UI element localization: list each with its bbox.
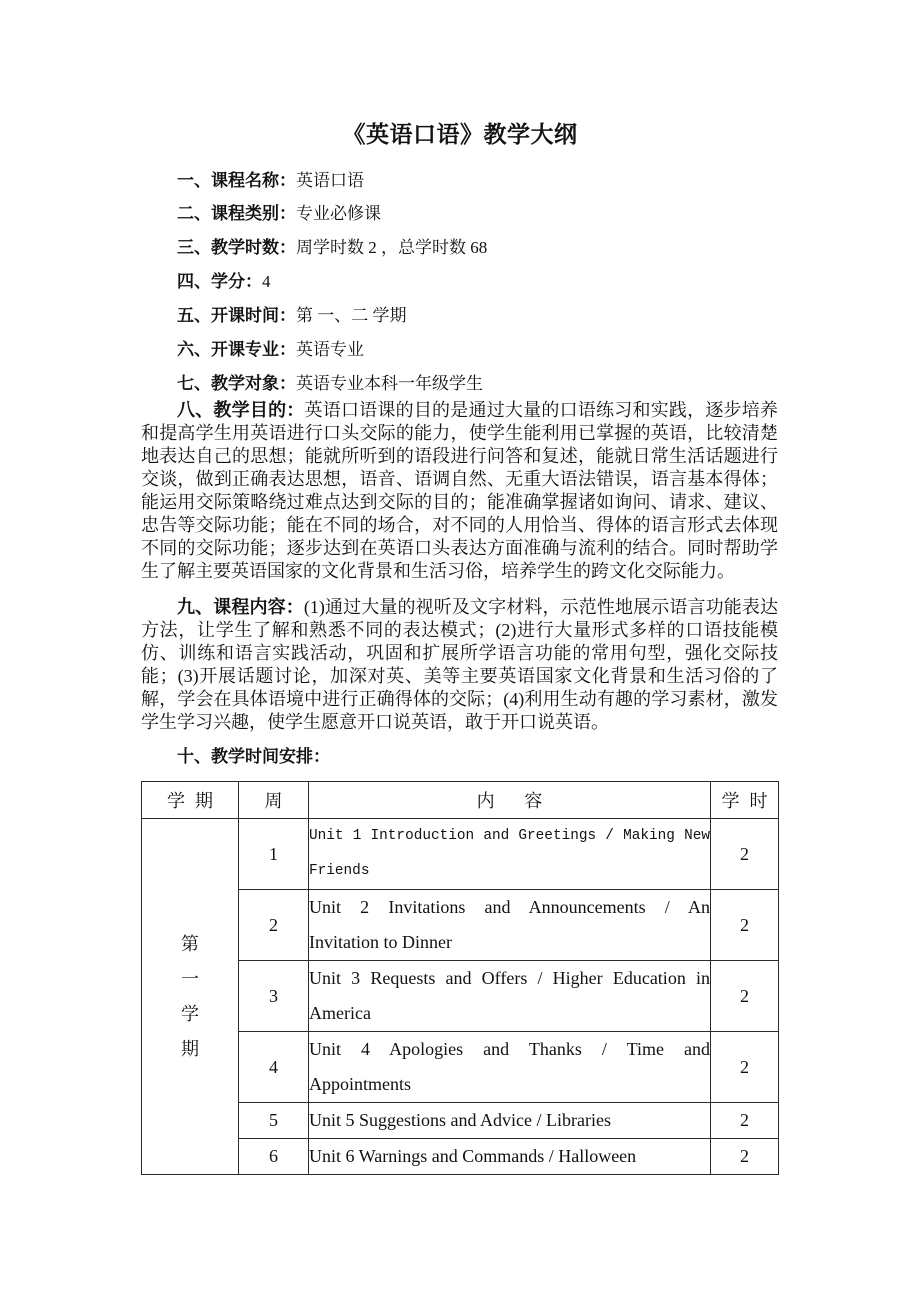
item-value: 第 一、二 学期	[296, 306, 407, 325]
content-line: Unit 2 Invitations and Announcements / An	[309, 897, 710, 917]
content-cell	[309, 890, 711, 961]
content-cell	[309, 1139, 711, 1175]
hours-cell: 2	[711, 961, 779, 1032]
schedule-label: 十、教学时间安排：	[177, 747, 330, 767]
week-cell: 1	[239, 819, 309, 890]
content-line: Appointments	[309, 1074, 411, 1094]
item-course-name	[177, 169, 364, 193]
item-label: 二、课程类别：	[177, 204, 296, 224]
objective-text: 英语口语课的目的是通过大量的口语练习和实践，逐步培养和提高学生用英语进行口头交际的能力，使学生能利用已掌握的英语，比较清楚地表达自己的思想；能就所听到的语段进行问答和复述，能就日常生活话题进行交谈，做到正确表达思想，语音、语调自然、无重大语法错误，语言基本得体；能运用交际策略绕过难点达到交际的目的；能准确掌握诸如询问、请求、建议、忠告等交际功能；能在不同的场合，对不同的人用恰当、得体的语言形式去体现不同的交际功能；逐步达到在英语口头表达方面准确与流利的结合。同时帮助学生了解主要英语国家的文化背景和生活习俗，培养学生的跨文化交际能力。	[141, 400, 778, 581]
content-line: Unit 3 Requests and Offers / Higher Education in	[309, 968, 710, 988]
item-label: 六、开课专业：	[177, 340, 296, 360]
hours-cell: 2	[711, 890, 779, 961]
week-cell: 3	[239, 961, 309, 1032]
week-cell: 4	[239, 1032, 309, 1103]
item-label: 四、学分：	[177, 272, 262, 292]
header-hours: 学 时	[711, 782, 779, 819]
item-value: 专业必修课	[296, 204, 381, 223]
objective-label: 八、教学目的：	[177, 400, 305, 421]
item-value: 英语口语	[296, 171, 364, 190]
header-content: 内 容	[309, 782, 711, 819]
item-credits	[177, 270, 271, 294]
content-line: America	[309, 1003, 371, 1023]
item-label: 五、开课时间：	[177, 306, 296, 326]
item-value: 4	[262, 272, 271, 291]
week-cell: 2	[239, 890, 309, 961]
content-paragraph	[141, 596, 778, 734]
content-line: Unit 1 Introduction and Greetings / Making New	[309, 828, 710, 844]
content-cell	[309, 1103, 711, 1139]
content-cell	[309, 819, 711, 890]
content-text: (1)通过大量的视听及文字材料，示范性地展示语言功能表达方法，让学生了解和熟悉不同的表达模式；(2)进行大量形式多样的口语技能模仿、训练和语言实践活动，巩固和扩展所学语言功能的常用句型，强化交际技能；(3)开展话题讨论，加深对英、美等主要英语国家文化背景和生活习俗的了解，学会在具体语境中进行正确得体的交际；(4)利用生动有趣的学习素材，激发学生学习兴趣，使学生愿意开口说英语，敢于开口说英语。	[141, 597, 778, 732]
content-label: 九、课程内容：	[177, 597, 304, 618]
item-value: 周学时数 2 ，总学时数 68	[296, 238, 488, 257]
schedule-table	[141, 781, 779, 1175]
hours-cell: 2	[711, 819, 779, 890]
item-value: 英语专业本科一年级学生	[296, 374, 483, 393]
hours-cell: 2	[711, 1139, 779, 1175]
week-cell: 6	[239, 1139, 309, 1175]
item-course-type	[177, 202, 381, 226]
content-line: Invitation to Dinner	[309, 932, 452, 952]
header-semester: 学 期	[142, 782, 239, 819]
item-label: 一、课程名称：	[177, 171, 296, 191]
content-line: Friends	[309, 863, 370, 879]
objective-paragraph	[141, 399, 778, 583]
content-line: Unit 5 Suggestions and Advice / Libraries	[309, 1110, 611, 1130]
content-line: Unit 6 Warnings and Commands / Halloween	[309, 1146, 637, 1166]
item-teaching-hours	[177, 236, 487, 260]
content-cell	[309, 961, 711, 1032]
content-line: Unit 4 Apologies and Thanks / Time and	[309, 1039, 710, 1059]
table-row	[142, 819, 779, 890]
hours-cell: 2	[711, 1103, 779, 1139]
header-week: 周	[239, 782, 309, 819]
document-title: 《英语口语》教学大纲	[342, 122, 578, 148]
content-cell	[309, 1032, 711, 1103]
semester-cell	[142, 819, 239, 1175]
item-term	[177, 304, 407, 328]
item-label: 七、教学对象：	[177, 374, 296, 394]
item-target-students	[177, 372, 483, 396]
week-cell: 5	[239, 1103, 309, 1139]
item-label: 三、教学时数：	[177, 238, 296, 258]
item-value: 英语专业	[296, 340, 364, 359]
hours-cell: 2	[711, 1032, 779, 1103]
semester-label: 第一学期	[181, 933, 199, 1059]
table-header-row	[142, 782, 779, 819]
item-major	[177, 338, 364, 362]
